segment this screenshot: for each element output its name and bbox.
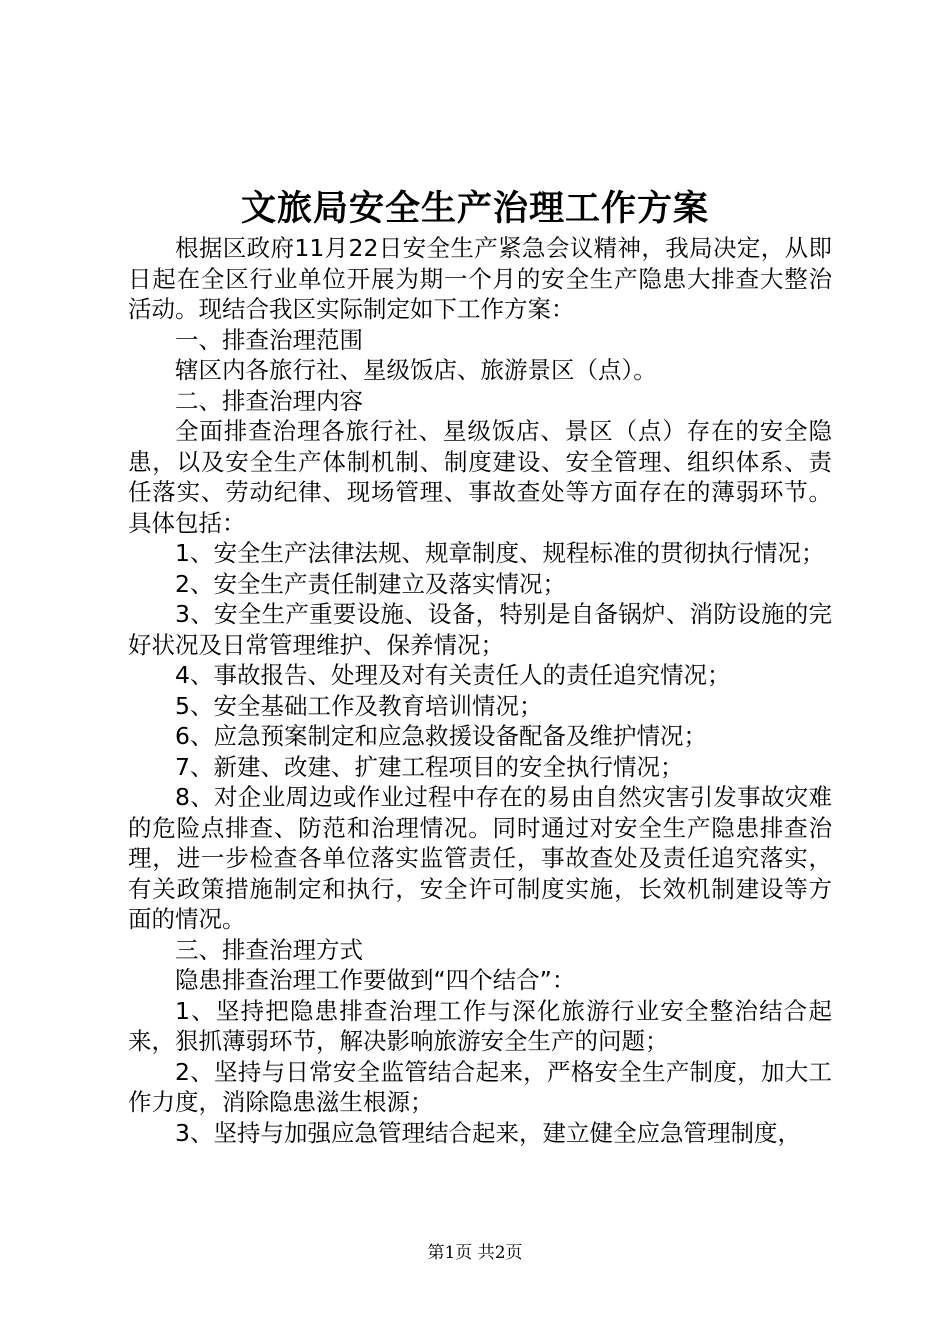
list-item: 6、应急预案制定和应急救援设备配备及维护情况； [175, 722, 707, 750]
document-body [128, 233, 832, 1148]
list-item: 2、坚持与日常安全监管结合起来，严格安全生产制度，加大工作力度，消除隐患滋生根源； [128, 1057, 832, 1116]
page-footer: 第1页 共2页 [427, 1243, 523, 1263]
list-item: 7、新建、改建、扩建工程项目的安全执行情况； [175, 752, 684, 781]
list-item: 5、安全基础工作及教育培训情况； [175, 691, 543, 720]
document-title: 文旅局安全生产治理工作方案 [240, 188, 709, 229]
section-heading-scope: 一、排查治理范围 [175, 325, 363, 354]
list-item: 1、坚持把隐患排查治理工作与深化旅游行业安全整治结合起来，狠抓薄弱环节，解决影响旅游安全生产的问题； [128, 996, 832, 1055]
paragraph-intro: 根据区政府11月22日安全生产紧急会议精神，我局决定，从即日起在全区行业单位开展为期一个月的安全生产隐患大排查大整治活动。现结合我区实际制定如下工作方案： [128, 234, 832, 323]
list-item: 2、安全生产责任制建立及落实情况； [175, 569, 566, 598]
paragraph-content: 全面排查治理各旅行社、星级饭店、景区（点）存在的安全隐患，以及安全生产体制机制、制度建设、安全管理、组织体系、责任落实、劳动纪律、现场管理、事故查处等方面存在的薄弱环节。具体包括： [128, 417, 832, 537]
list-item: 3、坚持与加强应急管理结合起来，建立健全应急管理制度， [175, 1118, 801, 1147]
section-heading-method: 三、排查治理方式 [175, 935, 363, 964]
list-item: 3、安全生产重要设施、设备，特别是自备锅炉、消防设施的完好状况及日常管理维护、保养情况； [128, 600, 832, 659]
list-item: 8、对企业周边或作业过程中存在的易由自然灾害引发事故灾难的危险点排查、防范和治理情况。同时通过对安全生产隐患排查治理，进一步检查各单位落实监管责任，事故查处及责任追究落实，有关政策措施制定和执行，安全许可制度实施，长效机制建设等方面的情况。 [128, 783, 832, 933]
paragraph-method: 隐患排查治理工作要做到“四个结合”： [175, 966, 576, 994]
list-item: 1、安全生产法律法规、规章制度、规程标准的贯彻执行情况； [175, 539, 825, 567]
list-item: 4、事故报告、处理及对有关责任人的责任追究情况； [175, 661, 731, 689]
section-heading-content: 二、排查治理内容 [175, 386, 363, 415]
paragraph-scope: 辖区内各旅行社、星级饭店、旅游景区（点）。 [175, 356, 657, 384]
